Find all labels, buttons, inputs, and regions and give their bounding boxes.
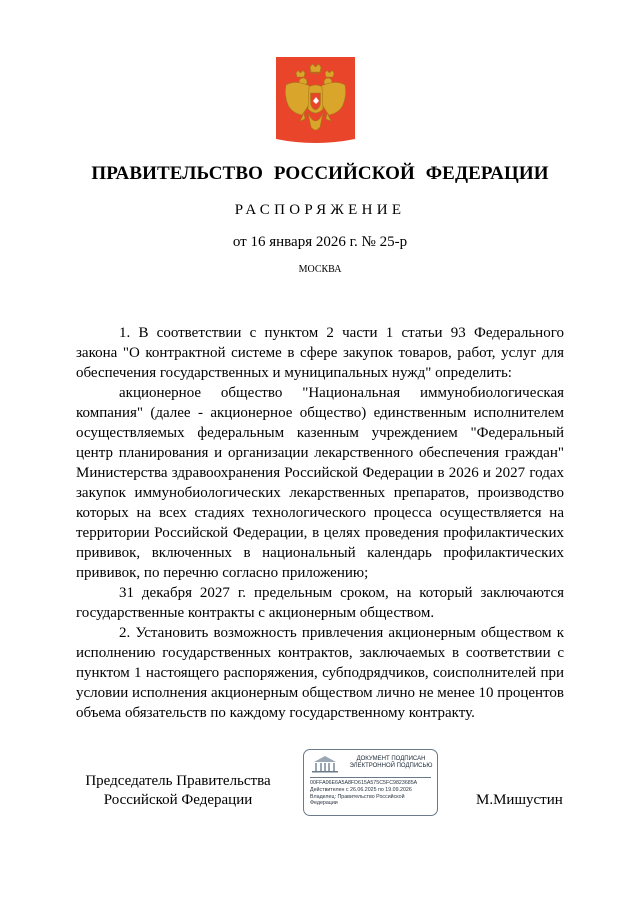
document-type: РАСПОРЯЖЕНИЕ — [234, 202, 406, 218]
paragraph-1: 1. В соответствии с пунктом 2 части 1 статьи 93 Федерального закона "О контрактной системе в сфере закупок товаров, работ, услуг для обеспечения государственных и муниципальных нужд" определить: — [76, 325, 564, 381]
stamp-serial: 00FFA06E6A5A8FD615A575C5FC9823685A — [310, 780, 418, 786]
coat-of-arms-icon — [276, 57, 355, 143]
signatory-position — [78, 772, 278, 810]
document-date: от 16 января 2026 г. № 25-р — [232, 234, 408, 250]
stamp-title — [346, 756, 436, 770]
building-icon — [310, 755, 340, 773]
paragraph-2: акционерное общество "Национальная иммунобиологическая компания" (далее - акционерное общество) единственным исполнителем осуществляемых федеральным казенным учреждением "Федеральный центр планирования и организации лекарственного обеспечения граждан" Министерства здравоохранения Российской Федерации в 2026 и 2027 годах закупок иммунобиологических лекарственных препаратов, производство которых на всех стадиях технологического процесса осуществляется на территории Российской Федерации, в целях проведения профилактических прививок, включенных в национальный календарь профилактических прививок, по перечню согласно приложению; — [76, 385, 564, 581]
stamp-divider — [310, 777, 431, 778]
stamp-validity: Действителен с 26.06.2025 по 19.09.2026 — [310, 786, 412, 793]
signatory-position-line2: Российской Федерации — [103, 792, 253, 808]
stamp-owner-line1: Владелец: Правительство Российской — [310, 793, 405, 800]
stamp-title-line2: ЭЛЕКТРОННОЙ ПОДПИСЬЮ — [349, 763, 433, 769]
paragraph-4: 2. Установить возможность привлечения акционерным обществом к исполнению государственных контрактов, заключаемых в соответствии с пунктом 1 настоящего распоряжения, субподрядчиков, соисполнителей при условии исполнения акционерным обществом лично не менее 10 процентов объема обязательств по каждому государственному контракту. — [76, 625, 564, 721]
signatory-position-line1: Председатель Правительства — [85, 773, 271, 789]
document-city: МОСКВА — [298, 264, 342, 275]
stamp-title-line1: ДОКУМЕНТ ПОДПИСАН — [356, 756, 426, 762]
stamp-owner-line2: Федерации — [310, 800, 338, 807]
paragraph-3: 31 декабря 2027 г. предельным сроком, на который заключаются государственные контракты с акционерным обществом. — [76, 585, 564, 621]
document-body — [76, 323, 564, 723]
signatory-name: М.Мишустин — [476, 792, 563, 808]
stamp-info — [310, 780, 434, 807]
page-title: ПРАВИТЕЛЬСТВО РОССИЙСКОЙ ФЕДЕРАЦИИ — [91, 163, 549, 184]
electronic-signature-stamp — [303, 749, 438, 816]
